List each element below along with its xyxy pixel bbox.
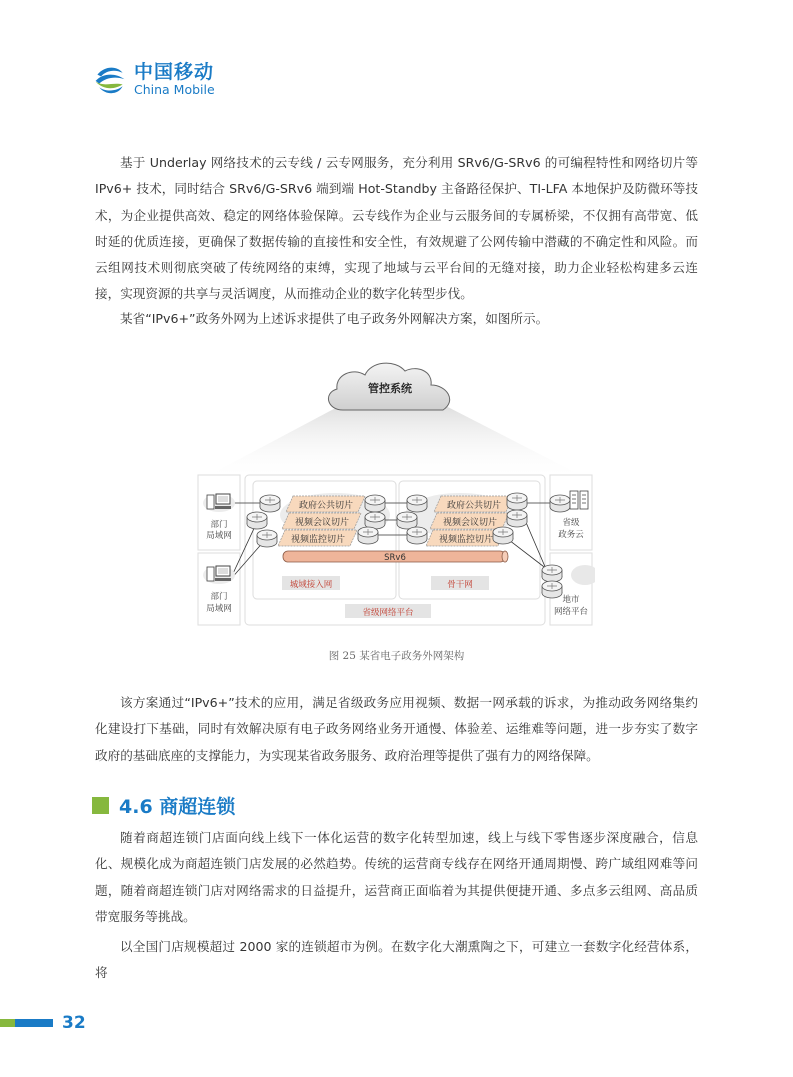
china-mobile-logo-icon xyxy=(92,62,128,98)
logo-chinese-text: 中国移动 xyxy=(134,61,215,84)
paragraph-retail-chain: 随着商超连锁门店面向线上线下一体化运营的数字化转型加速，线上与线下零售逐步深度融合，信息化、规模化成为商超连锁门店发展的必然趋势。传统的运营商专线存在网络开通周期慢、跨广域组网难等问题，随着商超连锁门店对网络需求的日益提升，运营商正面临着为其提供便捷开通、多点多云组网、高品质带宽服务等挑战。 xyxy=(95,830,698,924)
svg-text:局域网: 局域网 xyxy=(206,531,232,541)
china-mobile-logo xyxy=(92,62,215,98)
footer-decoration xyxy=(0,1019,53,1027)
section-heading xyxy=(92,792,235,819)
svg-text:政府公共切片: 政府公共切片 xyxy=(298,501,354,511)
svg-text:地市: 地市 xyxy=(562,595,580,605)
svg-text:视频会议切片: 视频会议切片 xyxy=(294,518,350,528)
section-marker-icon xyxy=(92,797,109,814)
network-architecture-figure xyxy=(195,355,595,630)
paragraph-figure-intro: 某省“IPv6+”政务外网为上述诉求提供了电子政务外网解决方案，如图所示。 xyxy=(120,311,549,326)
svg-text:骨干网: 骨干网 xyxy=(447,580,473,590)
paragraph-solution-summary: 该方案通过“IPv6+”技术的应用，满足省级政务应用视频、数据一网承载的诉求，为推动政务网络集约化建设打下基础，同时有效解决原有电子政务网络业务开通慢、体验差、运维难等问题，进一步夯实了数字政府的基础底座的支撑能力，为实现某省政务服务、政府治理等提供了强有力的网络保障。 xyxy=(95,695,698,763)
svg-text:省级: 省级 xyxy=(562,518,580,528)
logo-english-text: China Mobile xyxy=(134,82,215,98)
svg-text:网络平台: 网络平台 xyxy=(553,607,589,617)
section-title: 4.6 商超连锁 xyxy=(119,796,236,818)
svg-text:局域网: 局域网 xyxy=(206,604,232,614)
svg-text:城域接入网: 城域接入网 xyxy=(289,580,333,590)
svg-text:部门: 部门 xyxy=(210,520,228,530)
svg-text:部门: 部门 xyxy=(210,592,228,602)
cloud-management-label: 管控系统 xyxy=(368,382,412,395)
svg-text:省级网络平台: 省级网络平台 xyxy=(362,608,414,618)
svg-text:视频监控切片: 视频监控切片 xyxy=(438,535,494,545)
figure-caption: 图 25 某省电子政务外网架构 xyxy=(328,650,465,662)
svg-text:视频会议切片: 视频会议切片 xyxy=(442,518,498,528)
svg-text:政府公共切片: 政府公共切片 xyxy=(446,501,502,511)
paragraph-underlay-cloud: 基于 Underlay 网络技术的云专线 / 云专网服务，充分利用 SRv6/G-SRv6 的可编程特性和网络切片等 IPv6+ 技术，同时结合 SRv6/G-SRv6 端到端 Hot-Standby 主备路径保护、TI-LFA 本地保护及防微环等技术，为企业提供高效、稳定的网络体验保障。云专线作为企业与云服务间的专属桥梁，不仅拥有高带宽、低时延的优质连接，更确保了数据传输的直接性和安全性，有效规避了公网传输中潜藏的不确定性和风险。而云组网技术则彻底突破了传统网络的束缚，实现了地域与云平台间的无缝对接，助力企业轻松构建多云连接，实现资源的共享与灵活调度，从而推动企业的数字化转型步伐。 xyxy=(95,155,698,302)
page-number: 32 xyxy=(62,1013,86,1033)
svg-text:SRv6: SRv6 xyxy=(384,553,406,563)
paragraph-supermarket-example: 以全国门店规模超过 2000 家的连锁超市为例。在数字化大潮熏陶之下，可建立一套数字化经营体系，将 xyxy=(95,939,698,981)
svg-text:政务云: 政务云 xyxy=(558,530,584,540)
svg-text:视频监控切片: 视频监控切片 xyxy=(290,535,346,545)
